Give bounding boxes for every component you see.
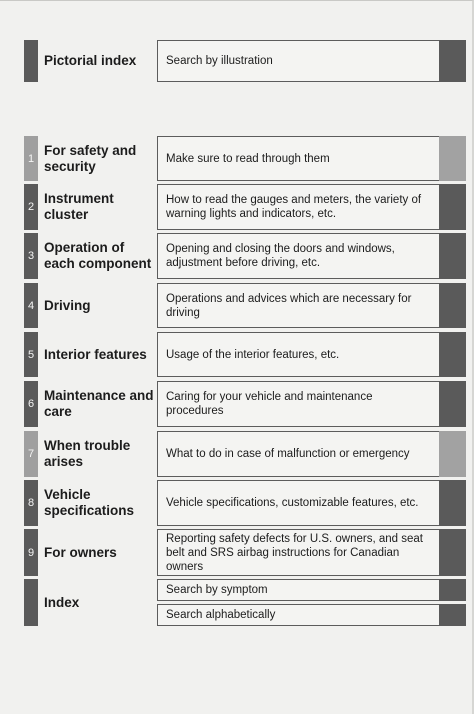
chapter-number-tab-1: 1 [24,136,38,181]
chapter-description-7: What to do in case of malfunction or emergency [157,431,439,477]
chapter-edge-tab-5 [439,332,466,377]
chapter-row-3[interactable] [0,233,474,279]
pictorial-index-title: Pictorial index [44,53,137,68]
chapter-number-tab-7: 7 [24,431,38,477]
chapter-edge-tab-3 [439,233,466,279]
chapter-number-tab-9: 9 [24,529,38,576]
index-tab [24,579,38,626]
chapter-row-5[interactable] [0,332,474,377]
index-search-alphabetically[interactable]: Search alphabetically [157,604,439,626]
chapter-title-7: When trouble arises [44,438,131,469]
chapter-row-2[interactable] [0,184,474,230]
index-symptom-edge-tab [439,579,466,601]
chapter-row-9[interactable] [0,529,474,576]
chapter-title-3: Operation of each component [44,240,152,271]
pictorial-index-tab [24,40,38,82]
chapter-number-tab-3: 3 [24,233,38,279]
chapter-number-tab-6: 6 [24,381,38,427]
index-row [0,579,474,626]
chapter-edge-tab-8 [439,480,466,526]
index-alphabetical-edge-tab [439,604,466,626]
chapter-title-1: For safety and security [44,142,137,174]
chapter-number-tab-4: 4 [24,283,38,328]
chapter-edge-tab-1 [439,136,466,181]
chapter-edge-tab-2 [439,184,466,230]
chapter-title-8: Vehicle specifications [44,487,135,518]
chapter-edge-tab-6 [439,381,466,427]
chapter-description-4: Operations and advices which are necessary for driving [157,283,439,328]
chapter-description-2: How to read the gauges and meters, the variety of warning lights and indicators, etc. [157,184,439,230]
chapter-row-8[interactable] [0,480,474,526]
chapter-title-2: Instrument cluster [44,191,114,222]
chapter-row-4[interactable] [0,283,474,328]
pictorial-index-edge-tab [439,40,466,82]
chapter-title-9: For owners [44,544,117,560]
chapter-edge-tab-4 [439,283,466,328]
chapter-row-7[interactable] [0,431,474,477]
chapter-title-6: Maintenance and care [44,388,154,419]
index-search-by-symptom[interactable]: Search by symptom [157,579,439,601]
pictorial-index-row[interactable] [0,40,474,82]
index-title: Index [44,594,80,610]
chapter-description-3: Opening and closing the doors and windows, adjustment before driving, etc. [157,233,439,279]
chapter-description-5: Usage of the interior features, etc. [157,332,439,377]
chapter-description-1: Make sure to read through them [157,136,439,181]
chapter-description-6: Caring for your vehicle and maintenance procedures [157,381,439,427]
chapter-number-tab-8: 8 [24,480,38,526]
chapter-number-tab-5: 5 [24,332,38,377]
chapter-edge-tab-7 [439,431,466,477]
pictorial-index-description: Search by illustration [157,40,439,82]
chapter-description-8: Vehicle specifications, customizable features, etc. [157,480,439,526]
chapter-description-9: Reporting safety defects for U.S. owners, and seat belt and SRS airbag instructions for Canadian owners [157,529,439,576]
chapter-row-1[interactable] [0,136,474,181]
chapter-number-tab-2: 2 [24,184,38,230]
chapter-title-4: Driving [44,297,91,313]
chapter-title-5: Interior features [44,346,147,362]
chapter-edge-tab-9 [439,529,466,576]
chapter-row-6[interactable] [0,381,474,427]
